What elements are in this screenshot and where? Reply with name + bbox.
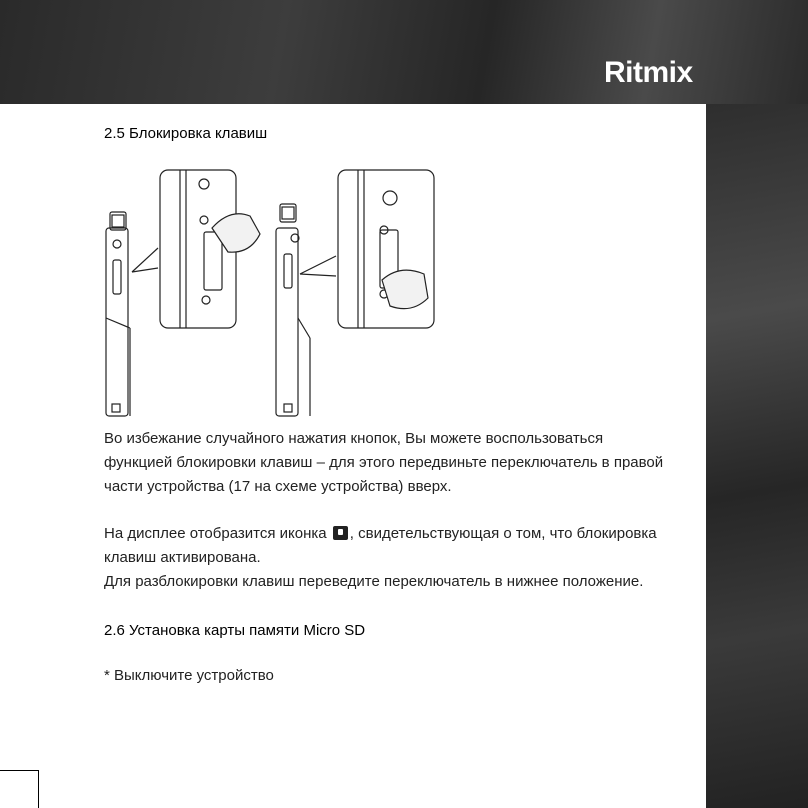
lock-paragraph-line-1: Во избежание случайного нажатия кнопок, Вы можете воспользоваться — [104, 430, 604, 447]
lock-paragraph-line-2: функцией блокировки клавиш – для этого передвиньте переключатель в правой — [104, 454, 664, 471]
unlock-instruction: Для разблокировки клавиш переведите переключатель в нижнее положение. — [104, 573, 644, 590]
switch-zoom-left — [204, 232, 222, 290]
device-illustration — [100, 168, 440, 420]
lock-display-line-1 — [104, 522, 657, 546]
lock-switch-left — [113, 260, 121, 294]
lock-icon — [333, 526, 348, 540]
sd-step-1: * Выключите устройство — [104, 667, 274, 684]
crop-mark — [0, 770, 38, 771]
lock-switch-right — [284, 254, 292, 288]
side-band — [706, 104, 808, 808]
section-title-lock: 2.5 Блокировка клавиш — [104, 125, 268, 142]
lock-display-text-b: , свидетельствующая о том, что блокировка — [349, 525, 657, 542]
crop-mark — [38, 770, 39, 808]
device-body-right — [276, 228, 298, 416]
zoom-view-left — [160, 170, 236, 328]
lock-display-line-2: клавиш активирована. — [104, 549, 261, 566]
section-title-sd: 2.6 Установка карты памяти Micro SD — [104, 622, 366, 639]
brand-logo: Ritmix — [604, 56, 693, 89]
lock-paragraph-line-3: части устройства (17 на схеме устройства) вверх. — [104, 478, 452, 495]
lock-display-text-a: На дисплее отобразится иконка — [104, 525, 327, 542]
